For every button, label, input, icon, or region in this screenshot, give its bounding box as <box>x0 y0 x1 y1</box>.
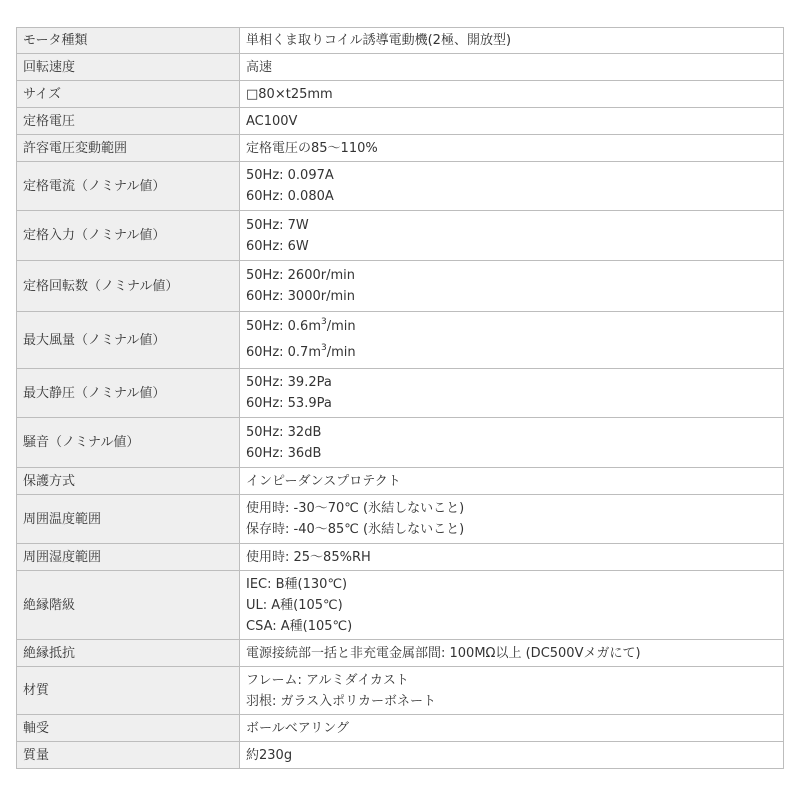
row-label: 軸受 <box>17 715 240 742</box>
table-row <box>17 715 784 742</box>
row-label: 定格入力（ノミナル値） <box>17 211 240 261</box>
row-label: サイズ <box>17 81 240 108</box>
row-label: 定格電流（ノミナル値） <box>17 162 240 211</box>
table-row <box>17 312 784 369</box>
table-row <box>17 28 784 54</box>
table-row <box>17 742 784 769</box>
row-label: 定格回転数（ノミナル値） <box>17 261 240 312</box>
row-value <box>240 715 784 742</box>
row-value <box>240 468 784 495</box>
row-value <box>240 81 784 108</box>
value-text: 60Hz: 0.7m <box>246 345 321 360</box>
table-row <box>17 495 784 544</box>
value-line: 60Hz: 3000r/min <box>246 289 355 304</box>
table-row <box>17 544 784 571</box>
value-suffix: /min <box>326 345 356 360</box>
table-row <box>17 571 784 640</box>
value-line: UL: A種(105℃) <box>246 597 343 613</box>
value-line: 60Hz: 6W <box>246 238 309 254</box>
row-value <box>240 369 784 418</box>
value-line: インピーダンスプロテクト <box>246 473 401 489</box>
value-text: 50Hz: 0.6m <box>246 319 321 334</box>
row-label: 保護方式 <box>17 468 240 495</box>
row-label: 最大静圧（ノミナル値） <box>17 369 240 418</box>
value-line: 使用時: 25～85%RH <box>246 549 371 565</box>
superscript: 3 <box>321 342 327 353</box>
row-value <box>240 571 784 640</box>
value-line: フレーム: アルミダイカスト <box>246 672 409 688</box>
value-line: 約230g <box>246 747 293 763</box>
row-label: 最大風量（ノミナル値） <box>17 312 240 369</box>
row-label: 絶縁抵抗 <box>17 640 240 667</box>
table-row <box>17 261 784 312</box>
row-value <box>240 135 784 162</box>
value-line: 50Hz: 32dB <box>246 424 322 440</box>
row-value <box>240 640 784 667</box>
table-row <box>17 135 784 162</box>
row-value <box>240 544 784 571</box>
table-row <box>17 211 784 261</box>
value-line: 60Hz: 0.080A <box>246 189 334 204</box>
spec-table-body <box>17 28 784 769</box>
table-row <box>17 667 784 715</box>
value-line: CSA: A種(105℃) <box>246 618 353 634</box>
spec-table <box>16 27 784 769</box>
row-value <box>240 108 784 135</box>
value-line: 使用時: -30～70℃ (氷結しないこと) <box>246 501 465 516</box>
value-line: ボールベアリング <box>246 720 349 736</box>
row-label: 材質 <box>17 667 240 715</box>
value-suffix: /min <box>326 319 356 334</box>
row-label: モータ種類 <box>17 28 240 54</box>
row-label: 絶縁階級 <box>17 571 240 640</box>
value-line: 50Hz: 39.2Pa <box>246 375 332 390</box>
value-line: 50Hz: 7W <box>246 217 309 233</box>
row-value <box>240 418 784 468</box>
row-label: 回転速度 <box>17 54 240 81</box>
value-line: 単相くま取りコイル誘導電動機(2極、開放型) <box>246 33 512 48</box>
value-line: 60Hz: 36dB <box>246 445 322 461</box>
value-line: 50Hz: 2600r/min <box>246 268 355 283</box>
row-value <box>240 54 784 81</box>
row-label: 周囲湿度範囲 <box>17 544 240 571</box>
value-line: 電源接続部一括と非充電金属部間: 100MΩ以上 (DC500Vメガにて) <box>246 645 641 661</box>
row-value <box>240 28 784 54</box>
row-value <box>240 211 784 261</box>
row-label: 質量 <box>17 742 240 769</box>
value-line: 50Hz: 0.097A <box>246 168 334 183</box>
value-line: IEC: B種(130℃) <box>246 576 348 592</box>
table-row <box>17 418 784 468</box>
table-row <box>17 162 784 211</box>
row-value <box>240 261 784 312</box>
value-line: 保存時: -40～85℃ (氷結しないこと) <box>246 522 465 537</box>
superscript: 3 <box>321 316 327 327</box>
row-value <box>240 667 784 715</box>
value-line: 高速 <box>246 59 273 75</box>
row-label: 周囲温度範囲 <box>17 495 240 544</box>
row-value <box>240 742 784 769</box>
value-line: 60Hz: 53.9Pa <box>246 396 332 411</box>
row-label: 定格電圧 <box>17 108 240 135</box>
table-row <box>17 640 784 667</box>
table-row <box>17 81 784 108</box>
table-row <box>17 468 784 495</box>
value-line: AC100V <box>246 113 298 129</box>
table-row <box>17 54 784 81</box>
table-row <box>17 369 784 418</box>
row-value <box>240 495 784 544</box>
value-line: 定格電圧の85～110% <box>246 140 378 156</box>
row-label: 騒音（ノミナル値） <box>17 418 240 468</box>
value-line: 羽根: ガラス入ポリカーボネート <box>246 693 436 709</box>
value-line <box>246 340 777 366</box>
row-label: 許容電圧変動範囲 <box>17 135 240 162</box>
table-row <box>17 108 784 135</box>
row-value <box>240 162 784 211</box>
value-line: □80×t25mm <box>246 86 333 102</box>
row-value <box>240 312 784 369</box>
value-line <box>246 314 777 340</box>
